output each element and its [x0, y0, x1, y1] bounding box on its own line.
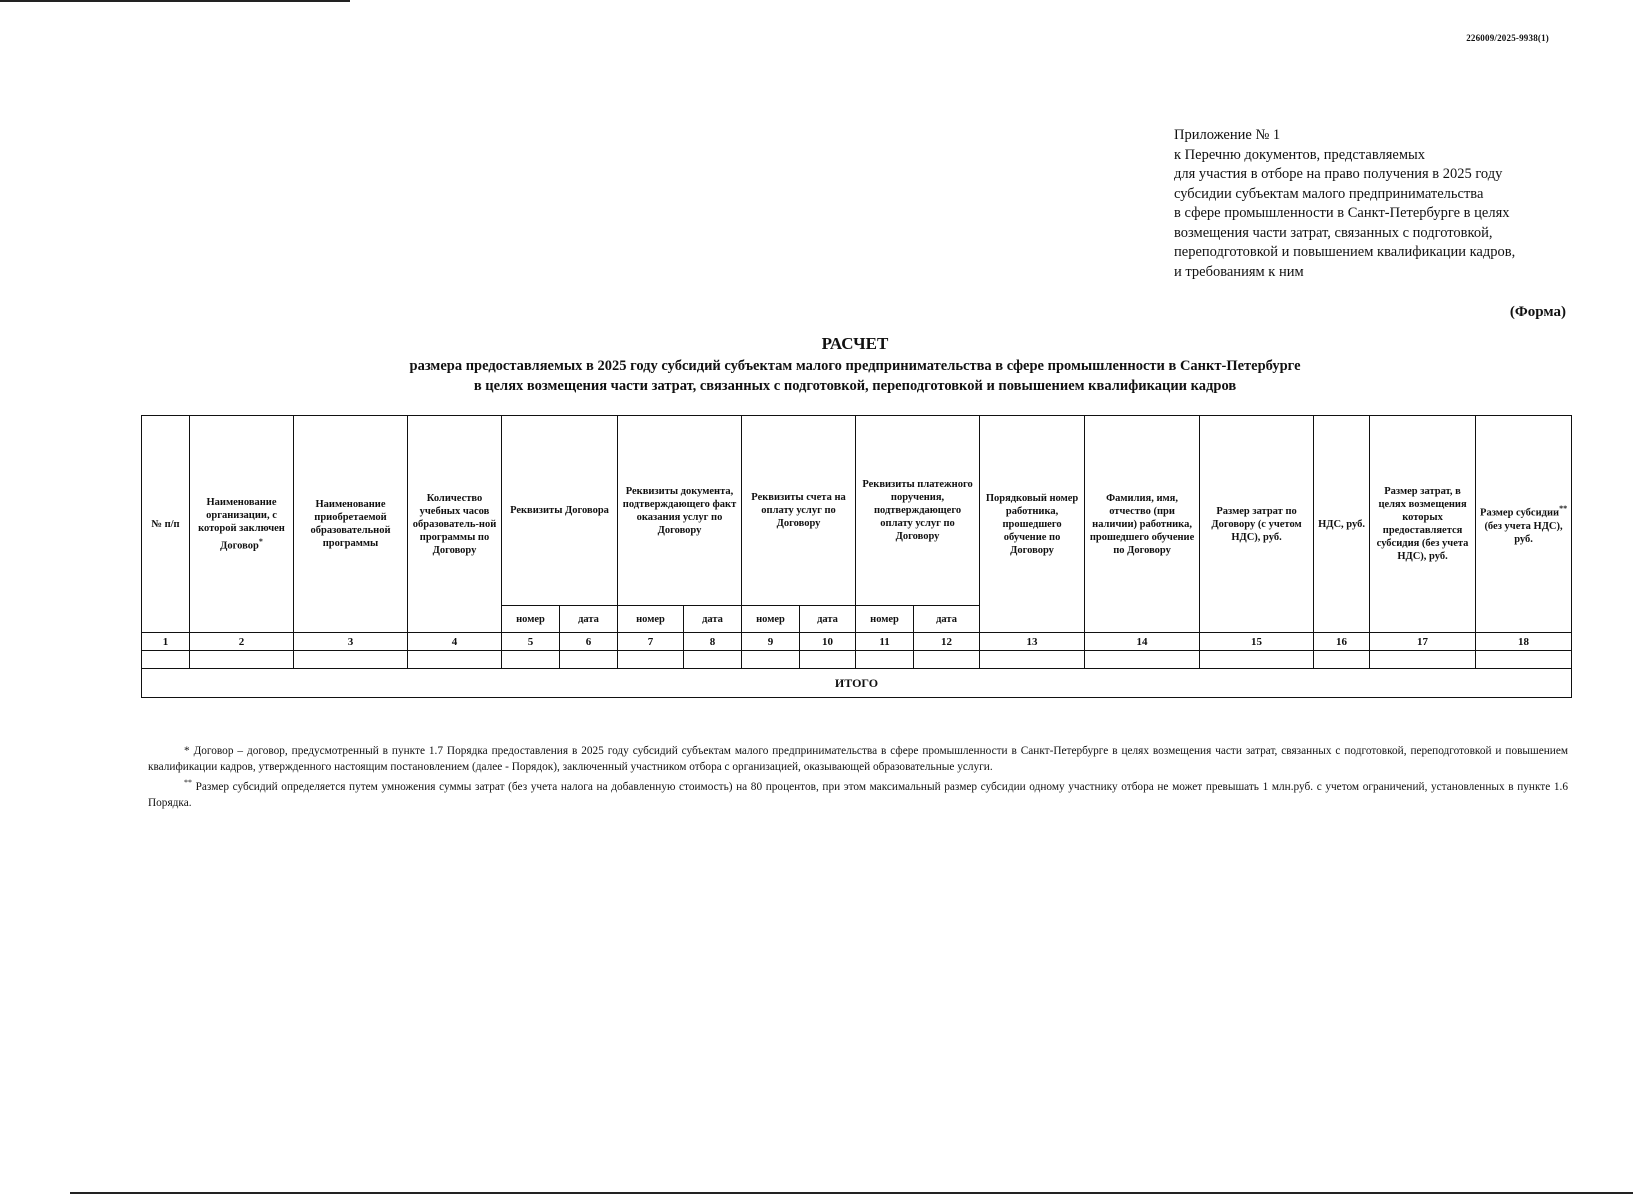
column-number: 3 [294, 633, 408, 651]
column-number: 18 [1476, 633, 1572, 651]
empty-cell[interactable] [618, 651, 684, 669]
column-number: 17 [1370, 633, 1476, 651]
header-vat: НДС, руб. [1314, 416, 1370, 633]
empty-cell[interactable] [800, 651, 856, 669]
appendix-line: субсидии субъектам малого предпринимательства [1174, 185, 1484, 202]
header-program: Наименование приобретаемой образовательной программы [294, 416, 408, 633]
column-number: 1 [142, 633, 190, 651]
empty-cell[interactable] [294, 651, 408, 669]
header-hours: Количество учебных часов образователь-ной программы по Договору [408, 416, 502, 633]
empty-cell[interactable] [1370, 651, 1476, 669]
column-number: 9 [742, 633, 800, 651]
appendix-block [1174, 126, 1594, 282]
appendix-line: и требованиям к ним [1174, 263, 1304, 280]
appendix-line: Приложение № 1 [1174, 127, 1281, 143]
appendix-line: переподготовкой и повышением квалификации кадров, [1174, 244, 1516, 260]
header-subsidy-amount: Размер субсидии** (без учета НДС), руб. [1476, 416, 1572, 633]
column-number: 11 [856, 633, 914, 651]
subheader-date: дата [914, 606, 980, 633]
table-header-row [142, 416, 1572, 606]
column-number: 6 [560, 633, 618, 651]
empty-cell[interactable] [560, 651, 618, 669]
subheader-date: дата [684, 606, 742, 633]
document-subtitle-line-1: размера предоставляемых в 2025 году субсидий субъектам малого предпринимательства в сфере промышленности в Санкт-Петербурге [409, 358, 1301, 374]
empty-cell[interactable] [980, 651, 1085, 669]
appendix-line: для участия в отборе на право получения в 2025 году [1174, 166, 1503, 182]
subheader-number: номер [856, 606, 914, 633]
header-invoice-details: Реквизиты счета на оплату услуг по Договору [742, 416, 856, 606]
empty-cell[interactable] [856, 651, 914, 669]
column-number: 5 [502, 633, 560, 651]
footnote-2: ** Размер субсидий определяется путем умножения суммы затрат (без учета налога на добавленную стоимость) на 80 процентов, при этом максимальный размер субсидии одному участнику отбора не может превышать 1 млн.руб. с учетом ограничений, установленных в пункте 1.6 Порядка. [148, 778, 1568, 809]
appendix-line: возмещения части затрат, связанных с подготовкой, [1174, 224, 1493, 241]
empty-cell[interactable] [684, 651, 742, 669]
column-number-row [142, 633, 1572, 651]
scan-edge-line [70, 1192, 1633, 1194]
appendix-line: к Перечню документов, представляемых [1174, 146, 1425, 163]
appendix-line: в сфере промышленности в Санкт-Петербурге в целях [1174, 205, 1510, 221]
table-row [142, 651, 1572, 669]
column-number: 10 [800, 633, 856, 651]
document-id: 226009/2025-9938(1) [1466, 33, 1549, 43]
subheader-number: номер [618, 606, 684, 633]
empty-cell[interactable] [914, 651, 980, 669]
document-subtitle-line-2: в целях возмещения части затрат, связанных с подготовкой, переподготовкой и повышением квалификации кадров [473, 378, 1237, 394]
column-number: 4 [408, 633, 502, 651]
header-employee-number: Порядковый номер работника, прошедшего обучение по Договору [980, 416, 1085, 633]
header-cost-with-vat: Размер затрат по Договору (с учетом НДС), руб. [1200, 416, 1314, 633]
column-number: 13 [980, 633, 1085, 651]
column-number: 15 [1200, 633, 1314, 651]
footnote-1: * Договор – договор, предусмотренный в пункте 1.7 Порядка предоставления в 2025 году субсидий субъектам малого предпринимательства в сфере промышленности в Санкт-Петербурге в целях возмещения части затрат, связанных с подготовкой, переподготовкой и повышением квалификации кадров, утвержденного настоящим постановлением (далее - Порядок), заключенный участником отбора с организацией, оказывающей образовательные услуги. [148, 745, 1568, 773]
empty-cell[interactable] [1314, 651, 1370, 669]
header-cost-without-vat: Размер затрат, в целях возмещения которых предоставляется субсидия (без учета НДС), руб. [1370, 416, 1476, 633]
header-row-number: № п/п [142, 416, 190, 633]
total-label: ИТОГО [142, 669, 1572, 698]
subheader-date: дата [560, 606, 618, 633]
document-title: РАСЧЕТ [821, 334, 889, 353]
column-number: 14 [1085, 633, 1200, 651]
empty-cell[interactable] [1085, 651, 1200, 669]
column-number: 12 [914, 633, 980, 651]
column-number: 8 [684, 633, 742, 651]
header-payment-order: Реквизиты платежного поручения, подтверждающего оплату услуг по Договору [856, 416, 980, 606]
column-number: 7 [618, 633, 684, 651]
column-number: 2 [190, 633, 294, 651]
header-contract-details: Реквизиты Договора [502, 416, 618, 606]
calculation-table [141, 415, 1572, 698]
total-row [142, 669, 1572, 698]
header-employee-name: Фамилия, имя, отчество (при наличии) работника, прошедшего обучение по Договору [1085, 416, 1200, 633]
empty-cell[interactable] [502, 651, 560, 669]
empty-cell[interactable] [142, 651, 190, 669]
subheader-date: дата [800, 606, 856, 633]
scan-edge-line [0, 0, 350, 2]
subheader-number: номер [742, 606, 800, 633]
column-number: 16 [1314, 633, 1370, 651]
header-organization: Наименование организации, с которой заключен Договор* [190, 416, 294, 633]
empty-cell[interactable] [190, 651, 294, 669]
empty-cell[interactable] [1476, 651, 1572, 669]
empty-cell[interactable] [408, 651, 502, 669]
header-service-document: Реквизиты документа, подтверждающего факт оказания услуг по Договору [618, 416, 742, 606]
form-label: (Форма) [1509, 304, 1566, 320]
empty-cell[interactable] [742, 651, 800, 669]
empty-cell[interactable] [1200, 651, 1314, 669]
subheader-number: номер [502, 606, 560, 633]
footnotes [148, 743, 1568, 811]
